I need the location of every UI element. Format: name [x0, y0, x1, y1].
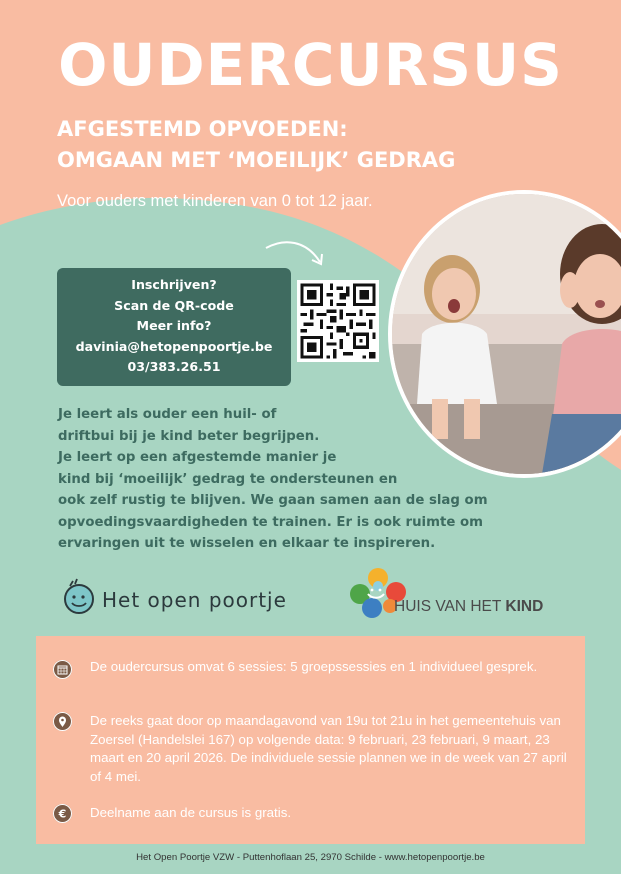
- calendar-icon: [53, 660, 72, 679]
- description-line: kind bij ‘moeilijk’ gedrag te ondersteunen en: [58, 471, 398, 487]
- tagline: Voor ouders met kinderen van 0 tot 12 jaar.: [57, 192, 373, 210]
- huis-van-het-kind-logo: [348, 566, 568, 622]
- euro-icon: [53, 804, 72, 823]
- subtitle-line-2: OMGAAN MET ‘MOEILIJK’ GEDRAG: [57, 148, 456, 172]
- page-title: OUDERCURSUS: [58, 31, 563, 99]
- info-price: Deelname aan de cursus is gratis.: [90, 805, 292, 820]
- info-schedule: De reeks gaat door op maandagavond van 19u tot 21u in het gemeentehuis van Zoersel (Handelslei 167) op volgende data: 9 februari, 23 februari, 9 maart, 23 maart en 20 april 2026. De individuele sessie plannen we in de week van 27 april of 4 mei.: [90, 713, 567, 784]
- description-line: ook zelf rustig te blijven. We gaan samen aan de slag om: [58, 493, 488, 508]
- description-line: driftbui bij je kind beter begrijpen.: [58, 428, 320, 444]
- contact-email-link[interactable]: davinia@hetopenpoortje.be: [75, 338, 273, 354]
- poortje-logo-text: Het open poortje: [102, 588, 287, 612]
- description-line: ervaringen uit te wisselen en elkaar te inspireren.: [58, 536, 436, 551]
- contact-line-info: Meer info?: [136, 318, 212, 333]
- contact-line-signup: Inschrijven?: [131, 277, 217, 292]
- info-sessions: De oudercursus omvat 6 sessies: 5 groepssessies en 1 individueel gesprek.: [90, 659, 538, 674]
- arrow-icon: [262, 236, 330, 270]
- course-description: [58, 404, 488, 555]
- huis-logo-text: [394, 598, 543, 616]
- contact-box: [57, 268, 291, 386]
- smiley-logo-icon: [62, 578, 98, 616]
- location-pin-icon: [53, 712, 72, 731]
- het-open-poortje-logo: [62, 576, 302, 622]
- subtitle-line-1: AFGESTEMD OPVOEDEN:: [57, 117, 348, 141]
- description-line: Je leert op een afgestemde manier je: [58, 450, 337, 465]
- qr-code[interactable]: [297, 280, 379, 362]
- huis-logo-text-bold: KIND: [505, 598, 544, 615]
- huis-logo-text-regular: HUIS VAN HET: [394, 598, 506, 615]
- description-line: opvoedingsvaardigheden te trainen. Er is ook ruimte om: [58, 514, 483, 530]
- footer-address: Het Open Poortje VZW - Puttenhoflaan 25, 2970 Schilde - www.hetopenpoortje.be: [136, 852, 485, 863]
- svg-text:€: €: [58, 807, 67, 821]
- contact-phone[interactable]: 03/383.26.51: [127, 359, 221, 374]
- contact-line-scan: Scan de QR-code: [114, 297, 234, 313]
- description-line: Je leert als ouder een huil- of: [58, 407, 277, 422]
- info-box: [36, 636, 585, 844]
